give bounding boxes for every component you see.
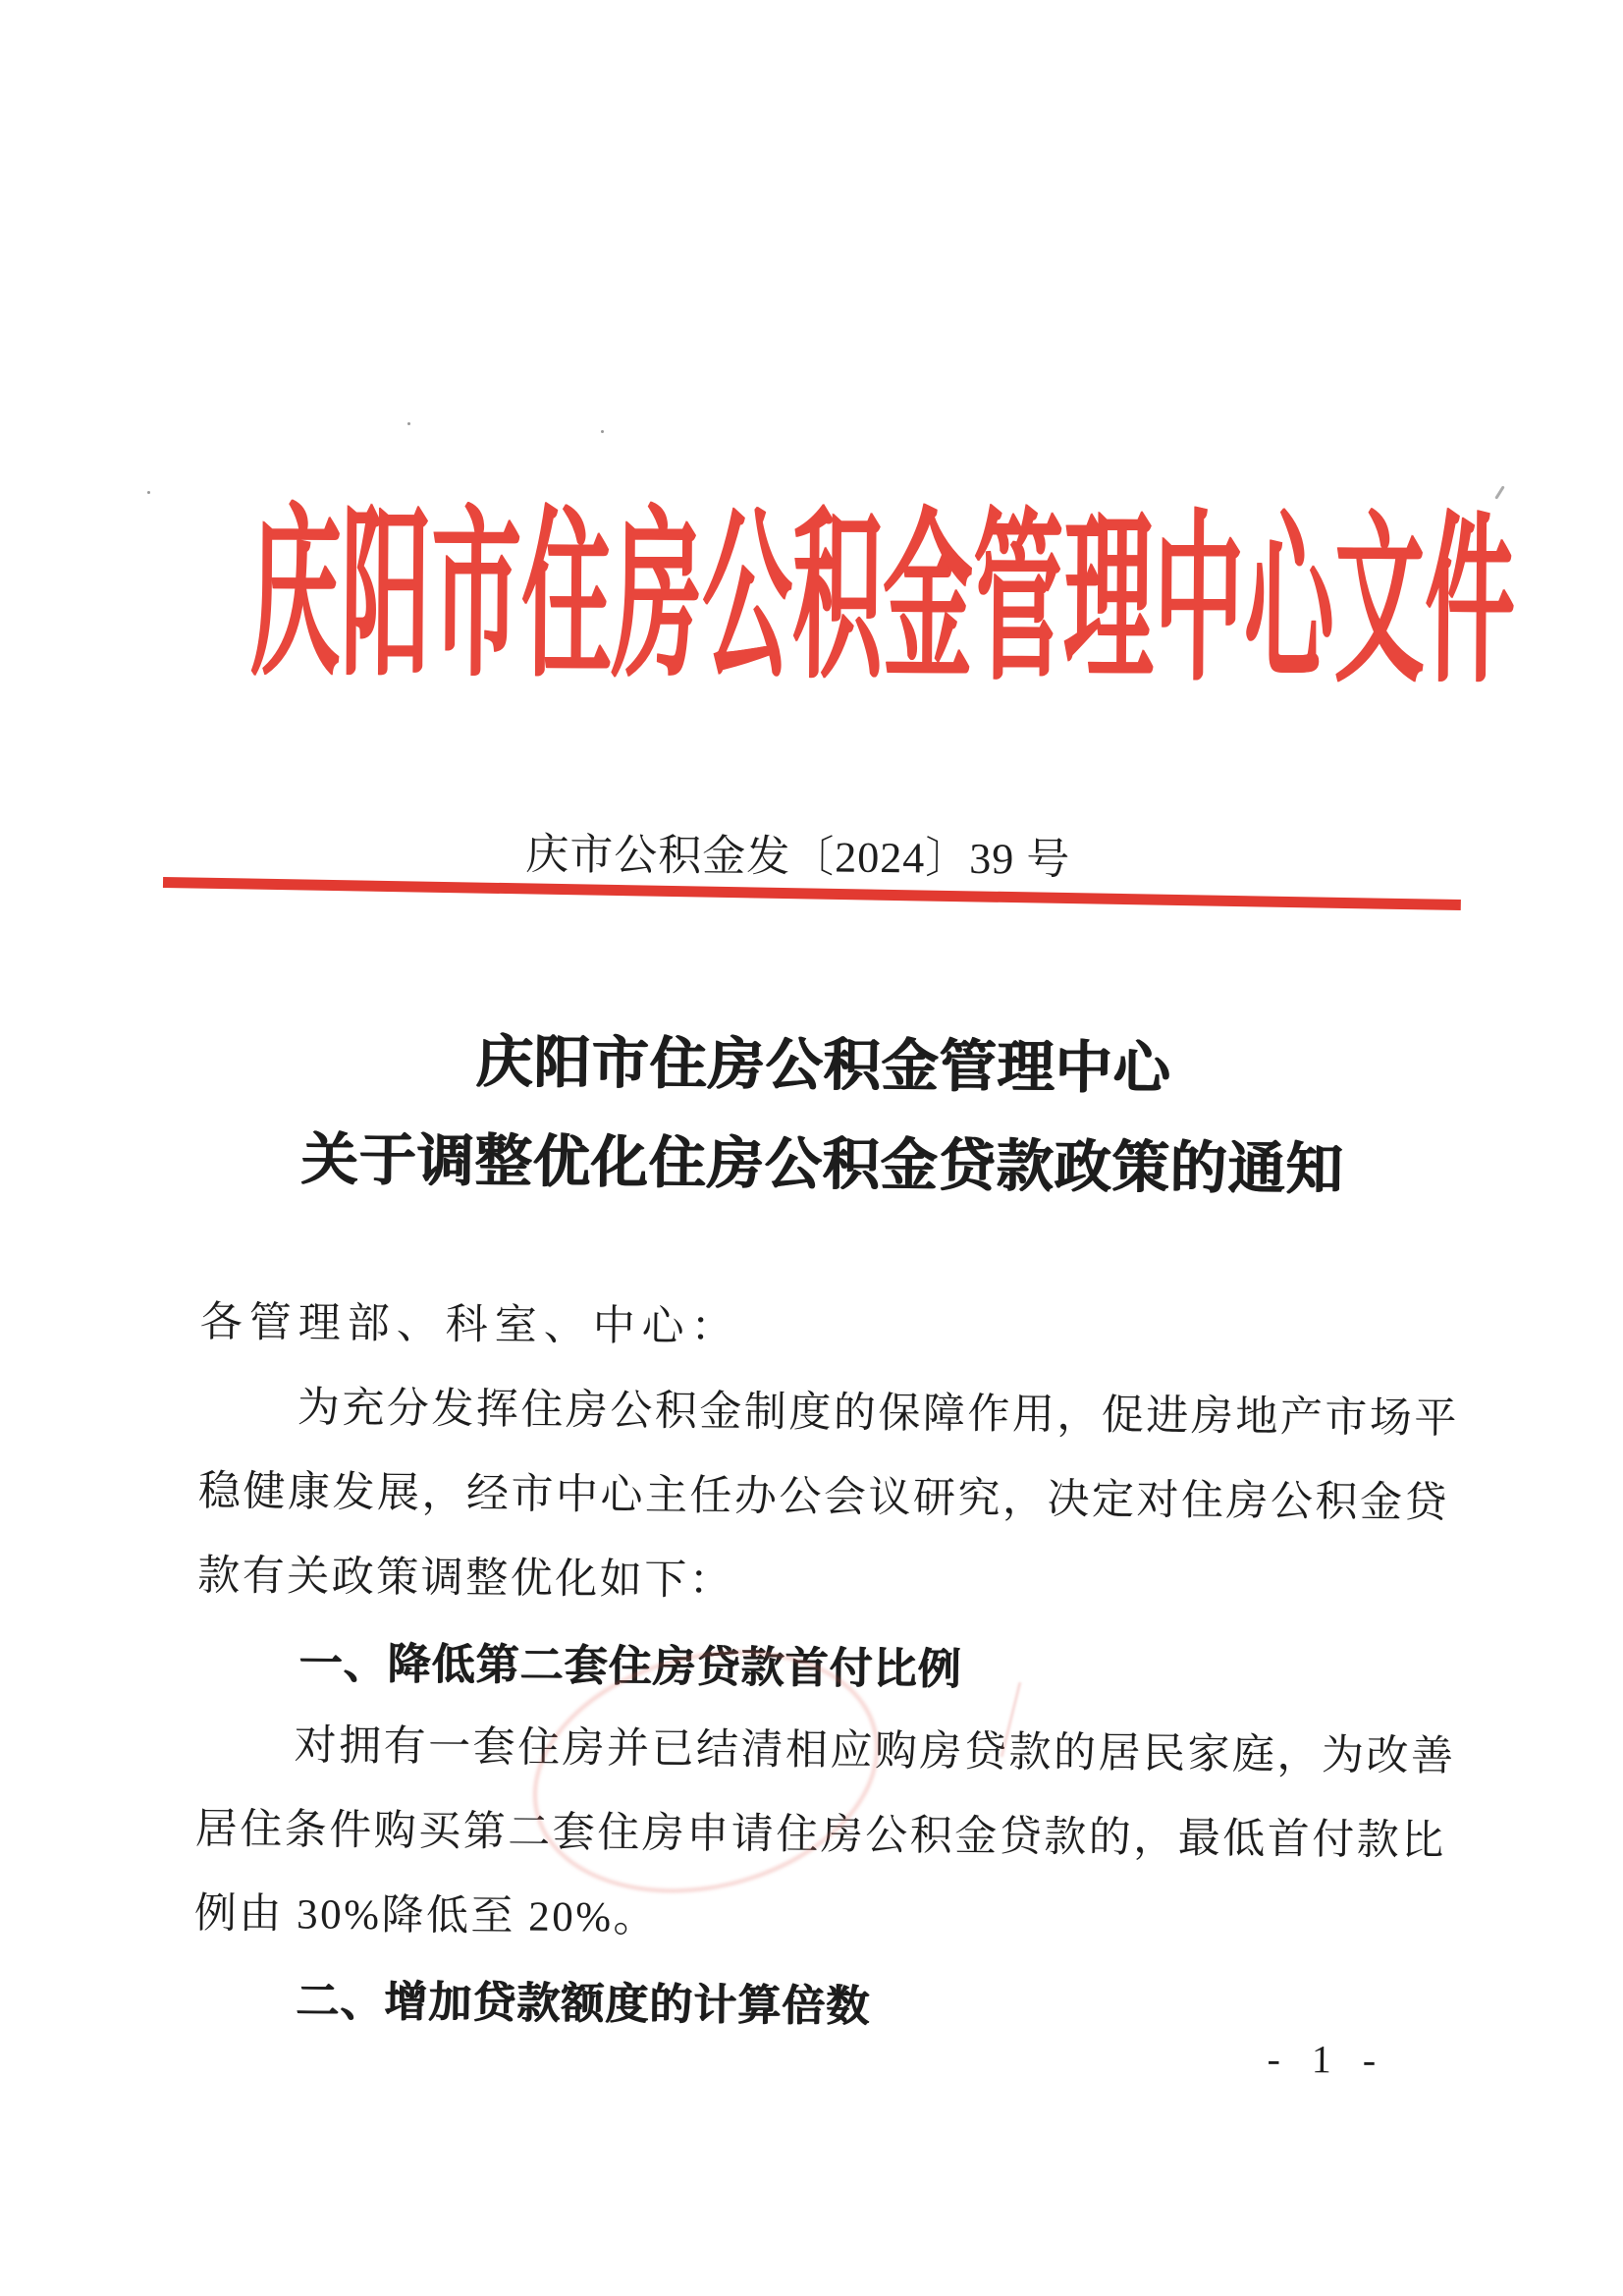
title-line-1: 庆阳市住房公积金管理中心	[474, 1030, 1171, 1101]
section-1-line-1: 对拥有一套住房并已结清相应购房贷款的居民家庭，为改善	[294, 1722, 1456, 1780]
scan-speck	[601, 430, 604, 433]
intro-line-3: 款有关政策调整优化如下：	[197, 1553, 734, 1605]
document-body	[193, 1288, 1467, 2031]
section-1-line-3: 例由 30%降低至 20%。	[193, 1890, 659, 1941]
intro-line-1: 为充分发挥住房公积金制度的保障作用，促进房地产市场平	[297, 1385, 1460, 1443]
salutation: 各管理部、科室、中心：	[199, 1299, 740, 1351]
section-2-heading: 二、增加贷款额度的计算倍数	[295, 1977, 871, 2031]
document-number: 庆市公积金发〔2024〕39 号	[525, 830, 1071, 884]
page-number: - 1 -	[1267, 2036, 1380, 2082]
section-1-line-2: 居住条件购买第二套住房申请住房公积金贷款的，最低首付款比	[194, 1806, 1446, 1865]
intro-line-2: 稳健康发展，经市中心主任办公会议研究，决定对住房公积金贷	[197, 1468, 1450, 1527]
title-line-2: 关于调整优化住房公积金贷款政策的通知	[299, 1127, 1344, 1202]
scan-speck	[407, 422, 410, 425]
document-title	[0, 1008, 1623, 1222]
scan-speck	[147, 491, 150, 494]
section-1-heading: 一、降低第二套住房贷款首付比例	[298, 1639, 962, 1694]
masthead-title: 庆阳市住房公积金管理中心文件	[249, 494, 1516, 706]
